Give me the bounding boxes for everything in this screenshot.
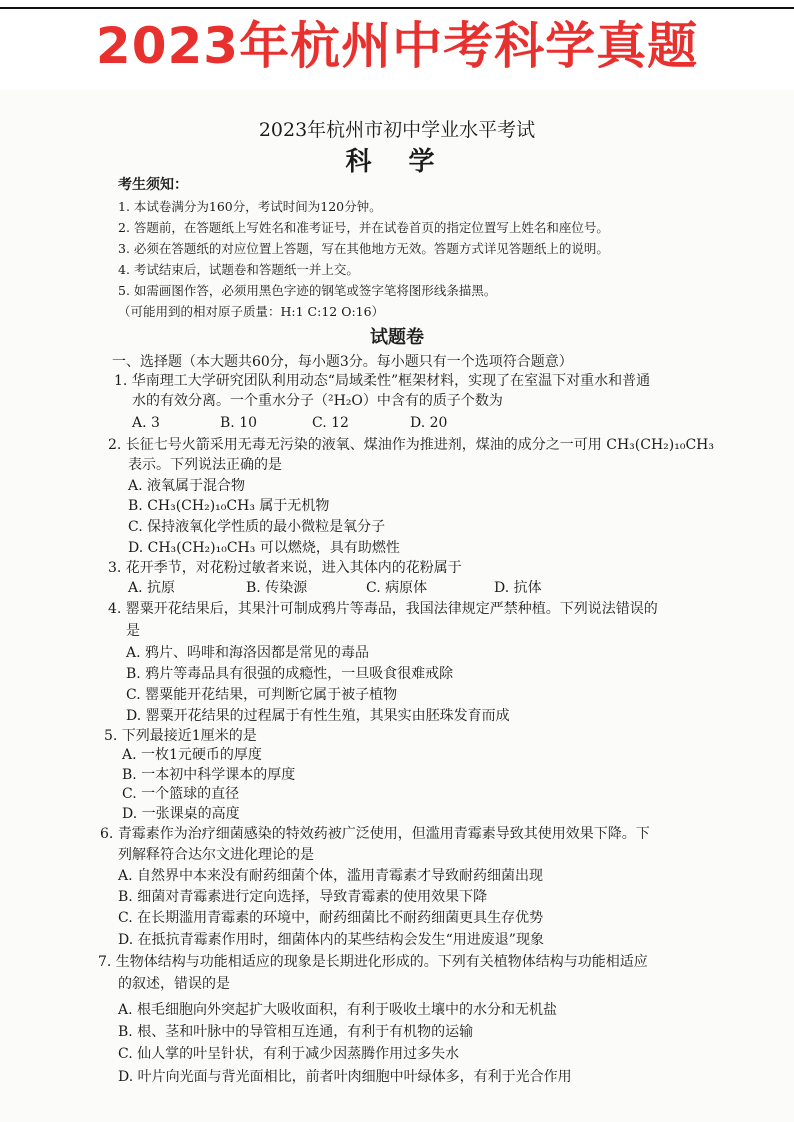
question-stem: 7. 生物体结构与功能相适应的现象是长期进化形成的。下列有关植物体结构与功能相适应 <box>98 954 648 970</box>
option-c: C. 在长期滥用青霉素的环境中，耐药细菌比不耐药细菌更具生存优势 <box>118 910 544 926</box>
notice-heading: 考生须知： <box>118 177 188 193</box>
option-a: A. 鸦片、吗啡和海洛因都是常见的毒品 <box>126 645 370 661</box>
option-b: B. 细菌对青霉素进行定向选择，导致青霉素的使用效果下降 <box>118 889 488 905</box>
question-stem: 表示。下列说法正确的是 <box>128 457 282 473</box>
top-rule <box>0 7 794 9</box>
question-stem: 列解释符合达尔文进化理论的是 <box>118 847 314 863</box>
option-c: C. 一个篮球的直径 <box>122 786 240 802</box>
option-a: A. 抗原 <box>128 580 176 596</box>
question-stem: 4. 罂粟开花结果后，其果汁可制成鸦片等毒品，我国法律规定严禁种植。下列说法错误的 <box>108 601 658 617</box>
option-d: D. 20 <box>410 415 448 431</box>
option-a: A. 液氧属于混合物 <box>128 478 246 494</box>
option-a: A. 自然界中本来没有耐药细菌个体，滥用青霉素才导致耐药细菌出现 <box>118 868 544 884</box>
question-stem: 是 <box>126 623 140 639</box>
section-title: 试题卷 <box>370 327 424 348</box>
question-stem: 3. 花开季节，对花粉过敏者来说，进入其体内的花粉属于 <box>108 560 462 576</box>
option-a: A. 一枚1元硬币的厚度 <box>122 747 262 763</box>
option-c: C. 保持液氧化学性质的最小微粒是氧分子 <box>128 519 386 535</box>
notice-item: 2. 答题前，在答题纸上写姓名和准考证号，并在试卷首页的指定位置写上姓名和座位号。 <box>118 220 609 235</box>
option-a: A. 根毛细胞向外突起扩大吸收面积，有利于吸收土壤中的水分和无机盐 <box>118 1002 558 1018</box>
option-b: B. CH₃(CH₂)₁₀CH₃ 属于无机物 <box>128 498 330 514</box>
option-b: B. 鸦片等毒品具有很强的成瘾性，一旦吸食很难戒除 <box>126 666 454 682</box>
option-d: D. 罂粟开花结果的过程属于有性生殖，其果实由胚珠发育而成 <box>126 708 510 724</box>
option-b: B. 一本初中科学课本的厚度 <box>122 767 296 783</box>
question-stem: 6. 青霉素作为治疗细菌感染的特效药被广泛使用，但滥用青霉素导致其使用效果下降。下 <box>100 826 650 842</box>
option-row <box>128 578 648 598</box>
notice-list <box>118 196 758 322</box>
question-stem: 5. 下列最接近1厘米的是 <box>104 728 257 744</box>
option-c: C. 12 <box>312 415 349 431</box>
question-stem: 水的有效分离。一个重水分子（²H₂O）中含有的质子个数为 <box>132 393 503 409</box>
option-c: C. 仙人掌的叶呈针状，有利于减少因蒸腾作用过多失水 <box>118 1046 460 1062</box>
subject-title: 科 学 <box>345 147 449 177</box>
banner-title: 2023年杭州中考科学真题 <box>95 17 699 75</box>
option-d: D. 一张课桌的高度 <box>122 806 240 822</box>
notice-item: （可能用到的相对原子质量：H:1 C:12 O:16） <box>118 304 385 319</box>
option-d: D. CH₃(CH₂)₁₀CH₃ 可以燃烧，具有助燃性 <box>128 540 400 556</box>
option-b: B. 传染源 <box>246 580 308 596</box>
exam-title: 2023年杭州市初中学业水平考试 <box>258 119 536 141</box>
option-d: D. 在抵抗青霉素作用时，细菌体内的某些结构会发生“用进废退”现象 <box>118 932 544 948</box>
option-d: D. 抗体 <box>494 580 542 596</box>
option-d: D. 叶片向光面与背光面相比，前者叶肉细胞中叶绿体多，有利于光合作用 <box>118 1069 572 1085</box>
part-title: 一、选择题（本大题共60分，每小题3分。每小题只有一个选项符合题意） <box>112 354 573 370</box>
option-c: C. 病原体 <box>366 580 428 596</box>
notice-item: 1. 本试卷满分为160分，考试时间为120分钟。 <box>118 199 382 214</box>
option-c: C. 罂粟能开花结果，可判断它属于被子植物 <box>126 687 398 703</box>
option-a: A. 3 <box>132 415 160 431</box>
notice-item: 3. 必须在答题纸的对应位置上答题，写在其他地方无效。答题方式详见答题纸上的说明。 <box>118 241 609 256</box>
notice-item: 4. 考试结束后，试题卷和答题纸一并上交。 <box>118 262 359 277</box>
option-b: B. 根、茎和叶脉中的导管相互连通，有利于有机物的运输 <box>118 1024 474 1040</box>
question-stem: 的叙述，错误的是 <box>118 976 230 992</box>
question-stem: 1. 华南理工大学研究团队利用动态“局域柔性”框架材料，实现了在室温下对重水和普通 <box>114 373 651 389</box>
question-stem: 2. 长征七号火箭采用无毒无污染的液氧、煤油作为推进剂，煤油的成分之一可用 CH₃(CH₂)₁₀CH₃ <box>108 437 715 453</box>
notice-item: 5. 如需画图作答，必须用黑色字迹的钢笔或签字笔将图形线条描黑。 <box>118 283 497 298</box>
option-b: B. 10 <box>220 415 258 431</box>
option-row <box>132 413 652 433</box>
